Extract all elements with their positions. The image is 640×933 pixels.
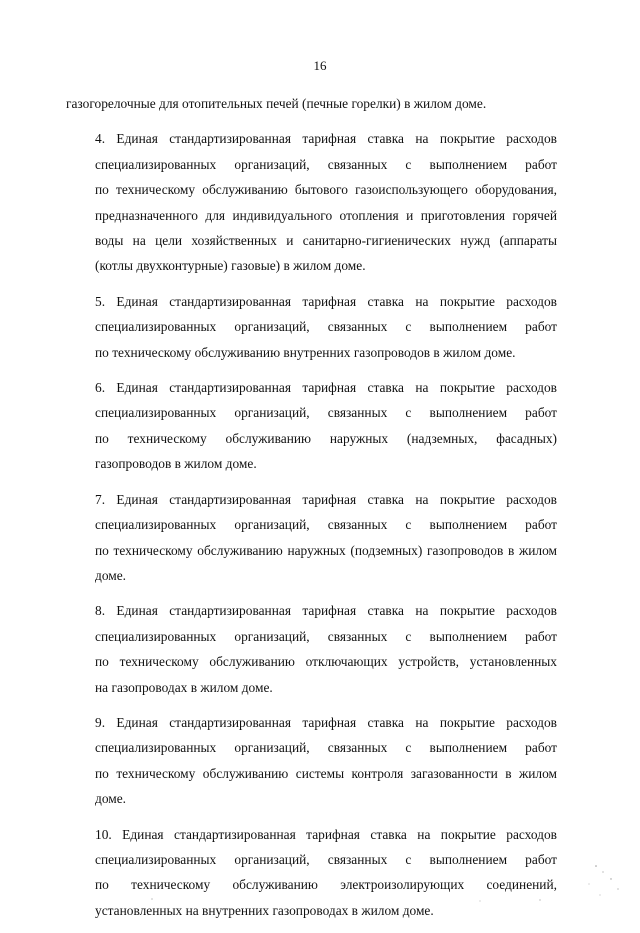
text-line: специализированных организаций, связанных с выполнением работ	[95, 628, 557, 644]
text-line: 7. Единая стандартизированная тарифная ставка на покрытие расходов	[95, 491, 557, 507]
text-line: 8. Единая стандартизированная тарифная ставка на покрытие расходов	[95, 603, 557, 619]
text-line: по техническому обслуживанию наружных (подземных) газопроводов в жилом	[95, 542, 557, 558]
document-body	[66, 91, 557, 933]
paragraph-continuation	[66, 91, 557, 116]
text-line: специализированных организаций, связанных с выполнением работ	[95, 405, 557, 421]
text-line: 5. Единая стандартизированная тарифная ставка на покрытие расходов	[95, 293, 557, 309]
paragraph-item-6	[66, 375, 557, 477]
paragraph-item-9	[66, 710, 557, 812]
paragraph-item-8	[66, 598, 557, 700]
paragraph-item-5	[66, 289, 557, 365]
text-line: газопроводов в жилом доме.	[95, 456, 257, 472]
text-line: 10. Единая стандартизированная тарифная ставка на покрытие расходов	[95, 826, 557, 842]
text-line: доме.	[95, 567, 127, 583]
page-number: 16	[313, 58, 327, 73]
paragraph-item-7	[66, 487, 557, 589]
text-line: специализированных организаций, связанных с выполнением работ	[95, 156, 557, 172]
paragraph-item-4	[66, 126, 557, 278]
text-line: 4. Единая стандартизированная тарифная ставка на покрытие расходов	[95, 131, 557, 147]
text-line: специализированных организаций, связанных с выполнением работ	[95, 740, 557, 756]
text-line: предназначенного для индивидуального отопления и приготовления горячей	[95, 207, 557, 223]
text-line: (котлы двухконтурные) газовые) в жилом доме.	[95, 258, 366, 274]
text-line: по техническому обслуживанию отключающих устройств, установленных	[95, 654, 557, 670]
text-line: 9. Единая стандартизированная тарифная ставка на покрытие расходов	[95, 714, 557, 730]
text-line: специализированных организаций, связанных с выполнением работ	[95, 517, 557, 533]
text-line: газогорелочные для отопительных печей (печные горелки) в жилом доме.	[66, 96, 487, 111]
text-line: воды на цели хозяйственных и санитарно-гигиенических нужд (аппараты	[95, 233, 557, 249]
paragraph-item-10	[66, 822, 557, 924]
text-line: доме.	[95, 791, 127, 807]
text-line: по техническому обслуживанию внутренних газопроводов в жилом доме.	[95, 344, 516, 360]
text-line: специализированных организаций, связанных с выполнением работ	[95, 851, 557, 867]
text-line: на газопроводах в жилом доме.	[95, 679, 273, 695]
text-line: 6. Единая стандартизированная тарифная ставка на покрытие расходов	[95, 380, 557, 396]
text-line: специализированных организаций, связанных с выполнением работ	[95, 319, 557, 335]
text-line: по техническому обслуживанию бытового газоиспользующего оборудования,	[95, 182, 557, 198]
text-line: по техническому обслуживанию системы контроля загазованности в жилом	[95, 765, 557, 781]
text-line: по техническому обслуживанию наружных (надземных, фасадных)	[95, 430, 557, 446]
text-line: по техническому обслуживанию электроизолирующих соединений,	[95, 877, 557, 893]
text-line: установленных на внутренних газопроводах в жилом доме.	[95, 902, 434, 918]
